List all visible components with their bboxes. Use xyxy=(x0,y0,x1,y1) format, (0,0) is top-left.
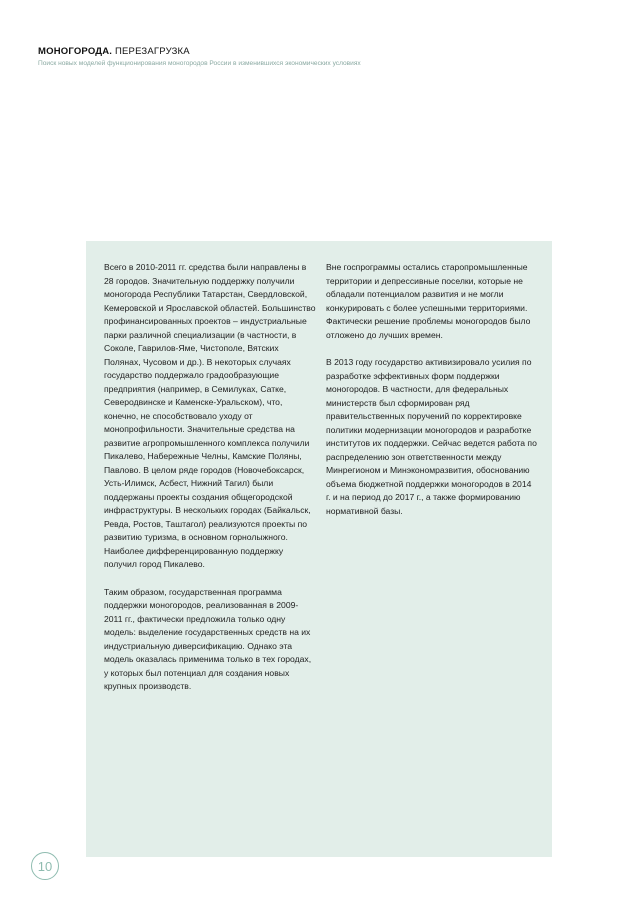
header-subtitle: Поиск новых моделей функционирования моногородов России в изменившихся экономических условиях xyxy=(38,60,361,67)
text-panel xyxy=(86,241,552,857)
header-title-rest: ПЕРЕЗАГРУЗКА xyxy=(112,46,190,57)
left-column xyxy=(104,261,316,708)
page-number: 10 xyxy=(31,852,59,880)
paragraph: Вне госпрограммы остались старопромышленные территории и депрессивные поселки, которые не обладали потенциалом развития и не могли конкурировать с более успешными территориями. Фактически решение проблемы моногородов было отложено до лучших времен. xyxy=(326,262,531,340)
page-header xyxy=(38,46,361,67)
header-title-bold: МОНОГОРОДА. xyxy=(38,46,113,57)
right-column xyxy=(326,261,538,532)
paragraph: В 2013 году государство активизировало усилия по разработке эффективных форм поддержки моногородов. В частности, для федеральных министерств был сформирован ряд правительственных поручений по корректировке политики модернизации моногородов и разработке институтов их поддержки. Сейчас ведется работа по распределению зон ответственности между Минрегионом и Минэкономразвития, обоснованию объема бюджетной поддержки моногородов в 2014 г. и на период до 2017 г., а также формированию нормативной базы. xyxy=(326,357,537,516)
paragraph: Всего в 2010-2011 гг. средства были направлены в 28 городов. Значительную поддержку получили моногорода Республики Татарстан, Свердловской, Кемеровской и Ярославской областей. Большинство профинансированных проектов – индустриальные парки различной специализации (в частности, в Соколе, Гаврилов-Яме, Чистополе, Вятских Полянах, Чусовом и др.). В некоторых случаях государство поддержало градообразующие предприятия (например, в Семилуках, Сатке, Северодвинске и Каменске-Уральском), что, конечно, не способствовало уходу от монопрофильности. Значительные средства на развитие агропромышленного комплекса получили Пикалево, Набережные Челны, Камские Поляны, Павлово. В целом ряде городов (Новочебоксарск, Усть-Илимск, Асбест, Нижний Тагил) были поддержаны проекты создания общегородской инфраструктуры. В нескольких городах (Байкальск, Ревда, Ростов, Таштагол) реализуются проекты по развитию туризма, в основном горнолыжного. Наиболее дифференцированную поддержку получил город Пикалево. xyxy=(104,262,316,569)
header-title xyxy=(38,46,361,57)
paragraph: Таким образом, государственная программа поддержки моногородов, реализованная в 2009-2011 гг., фактически предложила только одну модель: выделение государственных средств на их индустриальную диверсификацию. Однако эта модель оказалась применима только в тех городах, у которых был потенциал для создания новых крупных производств. xyxy=(104,586,312,691)
